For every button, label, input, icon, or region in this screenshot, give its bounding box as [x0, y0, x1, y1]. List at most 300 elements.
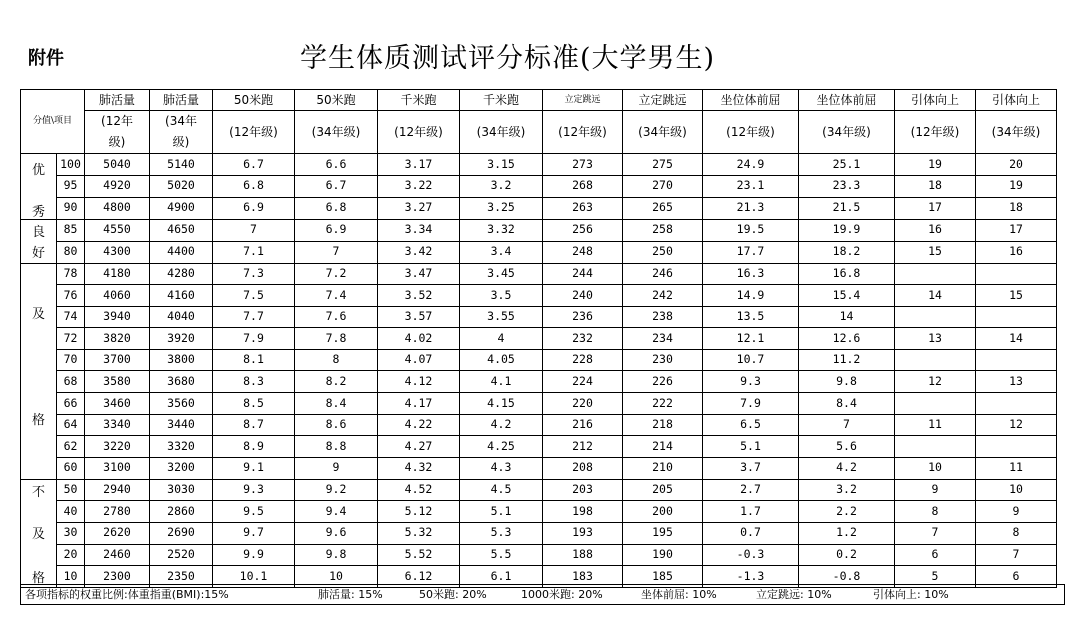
- table-row: [21, 393, 1057, 415]
- value-cell: 10: [976, 479, 1057, 501]
- value-cell: 244: [543, 263, 623, 285]
- value-cell: 12.6: [799, 328, 895, 350]
- value-cell: 256: [543, 219, 623, 241]
- value-cell: 14: [895, 285, 976, 307]
- score-cell: 68: [57, 371, 85, 393]
- table-row: [21, 263, 1057, 285]
- value-cell: 6.6: [295, 154, 378, 176]
- value-cell: 3820: [85, 328, 150, 350]
- value-cell: 7: [976, 544, 1057, 566]
- value-cell: 8.9: [213, 436, 295, 458]
- value-cell: 250: [623, 241, 703, 263]
- value-cell: 3100: [85, 457, 150, 479]
- table-row: [21, 175, 1057, 197]
- value-cell: 220: [543, 393, 623, 415]
- value-cell: 3.32: [460, 219, 543, 241]
- value-cell: 246: [623, 263, 703, 285]
- value-cell: 275: [623, 154, 703, 176]
- value-cell: 222: [623, 393, 703, 415]
- value-cell: 230: [623, 349, 703, 371]
- grade-group-char: 良: [31, 224, 45, 240]
- value-cell: 2690: [150, 522, 213, 544]
- value-cell: 5.1: [703, 436, 799, 458]
- value-cell: 19: [976, 175, 1057, 197]
- value-cell: [976, 306, 1057, 328]
- value-cell: 3.17: [378, 154, 460, 176]
- score-cell: 10: [57, 566, 85, 588]
- value-cell: 3580: [85, 371, 150, 393]
- value-cell: 18: [895, 175, 976, 197]
- table-row: [21, 522, 1057, 544]
- value-cell: 15.4: [799, 285, 895, 307]
- value-cell: 6.7: [213, 154, 295, 176]
- value-cell: 226: [623, 371, 703, 393]
- value-cell: 3.52: [378, 285, 460, 307]
- score-cell: 80: [57, 241, 85, 263]
- value-cell: 4.1: [460, 371, 543, 393]
- value-cell: 4300: [85, 241, 150, 263]
- score-cell: 74: [57, 306, 85, 328]
- value-cell: 9: [976, 501, 1057, 523]
- value-cell: 4.15: [460, 393, 543, 415]
- value-cell: 208: [543, 457, 623, 479]
- value-cell: 3920: [150, 328, 213, 350]
- value-cell: 18.2: [799, 241, 895, 263]
- value-cell: 4550: [85, 219, 150, 241]
- value-cell: 6: [895, 544, 976, 566]
- value-cell: 8.8: [295, 436, 378, 458]
- grade-line: (34年: [165, 114, 197, 128]
- value-cell: 9.5: [213, 501, 295, 523]
- value-cell: 3.45: [460, 263, 543, 285]
- value-cell: 15: [976, 285, 1057, 307]
- grade-header: (34年级): [460, 111, 543, 154]
- value-cell: 4900: [150, 197, 213, 219]
- value-cell: 8.3: [213, 371, 295, 393]
- value-cell: 25.1: [799, 154, 895, 176]
- grade-header: (12年级): [703, 111, 799, 154]
- value-cell: [895, 393, 976, 415]
- value-cell: 203: [543, 479, 623, 501]
- value-cell: 7.5: [213, 285, 295, 307]
- table-row: [21, 306, 1057, 328]
- value-cell: 3.34: [378, 219, 460, 241]
- col-header: 50米跑: [295, 90, 378, 111]
- value-cell: 14: [799, 306, 895, 328]
- value-cell: 2300: [85, 566, 150, 588]
- grade-header: (34年级): [976, 111, 1057, 154]
- value-cell: 4.17: [378, 393, 460, 415]
- value-cell: 4.25: [460, 436, 543, 458]
- value-cell: 8.5: [213, 393, 295, 415]
- value-cell: [976, 436, 1057, 458]
- value-cell: 4650: [150, 219, 213, 241]
- value-cell: 13: [976, 371, 1057, 393]
- value-cell: 19.9: [799, 219, 895, 241]
- value-cell: 13: [895, 328, 976, 350]
- value-cell: 7: [295, 241, 378, 263]
- grade-line: (12年: [101, 114, 133, 128]
- value-cell: 4.12: [378, 371, 460, 393]
- value-cell: 4.02: [378, 328, 460, 350]
- value-cell: 3.2: [460, 175, 543, 197]
- value-cell: 3.27: [378, 197, 460, 219]
- value-cell: 3200: [150, 457, 213, 479]
- grade-group-char: 不: [31, 484, 45, 500]
- value-cell: 13.5: [703, 306, 799, 328]
- value-cell: 10.1: [213, 566, 295, 588]
- value-cell: 2520: [150, 544, 213, 566]
- table-row: [21, 479, 1057, 501]
- value-cell: 3.7: [703, 457, 799, 479]
- col-header: 50米跑: [213, 90, 295, 111]
- value-cell: 2940: [85, 479, 150, 501]
- score-cell: 20: [57, 544, 85, 566]
- value-cell: 5.1: [460, 501, 543, 523]
- value-cell: -0.3: [703, 544, 799, 566]
- value-cell: [895, 263, 976, 285]
- footer-item: 立定跳远: 10%: [756, 588, 832, 601]
- grade-group-fail: [21, 479, 57, 588]
- value-cell: 6.5: [703, 414, 799, 436]
- value-cell: 270: [623, 175, 703, 197]
- value-cell: 185: [623, 566, 703, 588]
- value-cell: 11.2: [799, 349, 895, 371]
- score-cell: 50: [57, 479, 85, 501]
- value-cell: 265: [623, 197, 703, 219]
- value-cell: 3.25: [460, 197, 543, 219]
- value-cell: 214: [623, 436, 703, 458]
- value-cell: 258: [623, 219, 703, 241]
- grade-header: (34年级): [623, 111, 703, 154]
- value-cell: 9.7: [213, 522, 295, 544]
- grade-header: (34年级): [295, 111, 378, 154]
- attachment-label: 附件: [28, 48, 64, 69]
- col-header: 立定跳远: [623, 90, 703, 111]
- value-cell: 268: [543, 175, 623, 197]
- value-cell: 3560: [150, 393, 213, 415]
- value-cell: 23.1: [703, 175, 799, 197]
- value-cell: 19.5: [703, 219, 799, 241]
- score-cell: 72: [57, 328, 85, 350]
- value-cell: 236: [543, 306, 623, 328]
- value-cell: 4160: [150, 285, 213, 307]
- col-header: 千米跑: [378, 90, 460, 111]
- grade-group-char: 秀: [31, 205, 45, 220]
- col-header: 坐位体前屈: [703, 90, 799, 111]
- value-cell: 3.55: [460, 306, 543, 328]
- value-cell: 2.2: [799, 501, 895, 523]
- table-row: [21, 436, 1057, 458]
- value-cell: 2780: [85, 501, 150, 523]
- value-cell: 16.3: [703, 263, 799, 285]
- value-cell: 8: [895, 501, 976, 523]
- value-cell: 17.7: [703, 241, 799, 263]
- score-cell: 85: [57, 219, 85, 241]
- value-cell: 5.3: [460, 522, 543, 544]
- value-cell: 228: [543, 349, 623, 371]
- value-cell: [976, 349, 1057, 371]
- value-cell: 4.22: [378, 414, 460, 436]
- footer-item: 50米跑: 20%: [419, 588, 487, 601]
- value-cell: 11: [895, 414, 976, 436]
- col-header: 肺活量: [150, 90, 213, 111]
- value-cell: 216: [543, 414, 623, 436]
- value-cell: 4060: [85, 285, 150, 307]
- value-cell: 9.3: [213, 479, 295, 501]
- value-cell: 8.6: [295, 414, 378, 436]
- value-cell: 232: [543, 328, 623, 350]
- value-cell: 6: [976, 566, 1057, 588]
- value-cell: 4.27: [378, 436, 460, 458]
- score-cell: 40: [57, 501, 85, 523]
- value-cell: 18: [976, 197, 1057, 219]
- grade-group-char: 好: [31, 245, 45, 261]
- footer-item: 各项指标的权重比例:体重指重(BMI):15%: [25, 588, 229, 601]
- value-cell: 9.8: [799, 371, 895, 393]
- grade-line: 级): [172, 135, 190, 149]
- footer-item: 坐体前屈: 10%: [641, 588, 717, 601]
- value-cell: 6.9: [295, 219, 378, 241]
- score-cell: 60: [57, 457, 85, 479]
- value-cell: 2.7: [703, 479, 799, 501]
- value-cell: 6.8: [295, 197, 378, 219]
- score-cell: 64: [57, 414, 85, 436]
- value-cell: 14: [976, 328, 1057, 350]
- value-cell: 234: [623, 328, 703, 350]
- grade-row: [21, 111, 1057, 154]
- value-cell: 8.4: [295, 393, 378, 415]
- score-cell: 62: [57, 436, 85, 458]
- value-cell: 16.8: [799, 263, 895, 285]
- value-cell: 7.3: [213, 263, 295, 285]
- score-cell: 30: [57, 522, 85, 544]
- value-cell: 6.8: [213, 175, 295, 197]
- table-row: [21, 241, 1057, 263]
- score-cell: 70: [57, 349, 85, 371]
- value-cell: 12: [895, 371, 976, 393]
- value-cell: 8.7: [213, 414, 295, 436]
- grade-header: (12年级): [895, 111, 976, 154]
- value-cell: 20: [976, 154, 1057, 176]
- value-cell: 183: [543, 566, 623, 588]
- value-cell: 9.2: [295, 479, 378, 501]
- value-cell: 5.12: [378, 501, 460, 523]
- value-cell: 3800: [150, 349, 213, 371]
- value-cell: 4.07: [378, 349, 460, 371]
- value-cell: 4180: [85, 263, 150, 285]
- value-cell: 3.15: [460, 154, 543, 176]
- value-cell: 4920: [85, 175, 150, 197]
- grade-group-good: [21, 219, 57, 263]
- value-cell: 21.5: [799, 197, 895, 219]
- grade-group-char: 及: [31, 526, 45, 542]
- value-cell: 4.5: [460, 479, 543, 501]
- table-row: [21, 371, 1057, 393]
- value-cell: 5.6: [799, 436, 895, 458]
- corner-cell: 分值\项目: [21, 90, 85, 154]
- score-cell: 78: [57, 263, 85, 285]
- value-cell: 8.4: [799, 393, 895, 415]
- value-cell: 240: [543, 285, 623, 307]
- value-cell: 5.5: [460, 544, 543, 566]
- value-cell: 23.3: [799, 175, 895, 197]
- value-cell: 2460: [85, 544, 150, 566]
- score-cell: 100: [57, 154, 85, 176]
- value-cell: 0.7: [703, 522, 799, 544]
- footer-item: 引体向上: 10%: [873, 588, 949, 601]
- page-title: 学生体质测试评分标准(大学男生): [300, 43, 716, 74]
- grade-group-char: 优: [31, 163, 45, 178]
- value-cell: 7.9: [213, 328, 295, 350]
- value-cell: 3940: [85, 306, 150, 328]
- score-cell: 66: [57, 393, 85, 415]
- value-cell: 9.1: [213, 457, 295, 479]
- value-cell: 7: [799, 414, 895, 436]
- value-cell: 6.9: [213, 197, 295, 219]
- value-cell: 9.8: [295, 544, 378, 566]
- value-cell: 3.57: [378, 306, 460, 328]
- value-cell: -1.3: [703, 566, 799, 588]
- value-cell: [976, 263, 1057, 285]
- table-row: [21, 197, 1057, 219]
- value-cell: 3030: [150, 479, 213, 501]
- value-cell: 198: [543, 501, 623, 523]
- table-row: [21, 349, 1057, 371]
- value-cell: 3.22: [378, 175, 460, 197]
- value-cell: [895, 436, 976, 458]
- value-cell: 7: [895, 522, 976, 544]
- value-cell: 7.1: [213, 241, 295, 263]
- value-cell: 10: [895, 457, 976, 479]
- value-cell: 16: [895, 219, 976, 241]
- value-cell: 3.2: [799, 479, 895, 501]
- value-cell: 9.4: [295, 501, 378, 523]
- value-cell: 210: [623, 457, 703, 479]
- grade-group-char: 格: [31, 570, 45, 586]
- value-cell: 190: [623, 544, 703, 566]
- value-cell: 3680: [150, 371, 213, 393]
- value-cell: 4800: [85, 197, 150, 219]
- value-cell: 15: [895, 241, 976, 263]
- value-cell: 4.32: [378, 457, 460, 479]
- value-cell: 5040: [85, 154, 150, 176]
- value-cell: 195: [623, 522, 703, 544]
- value-cell: 3340: [85, 414, 150, 436]
- value-cell: 6.12: [378, 566, 460, 588]
- value-cell: 2350: [150, 566, 213, 588]
- value-cell: -0.8: [799, 566, 895, 588]
- value-cell: 4280: [150, 263, 213, 285]
- value-cell: 248: [543, 241, 623, 263]
- value-cell: 6.7: [295, 175, 378, 197]
- value-cell: 12: [976, 414, 1057, 436]
- footer-item: 1000米跑: 20%: [521, 588, 603, 601]
- value-cell: 24.9: [703, 154, 799, 176]
- value-cell: 10.7: [703, 349, 799, 371]
- value-cell: 4.05: [460, 349, 543, 371]
- weight-footer: [20, 584, 1065, 605]
- table-row: [21, 457, 1057, 479]
- value-cell: 8.1: [213, 349, 295, 371]
- value-cell: 9.6: [295, 522, 378, 544]
- value-cell: 3460: [85, 393, 150, 415]
- value-cell: 3220: [85, 436, 150, 458]
- value-cell: 218: [623, 414, 703, 436]
- grade-header: [85, 111, 150, 154]
- header-row: [21, 90, 1057, 111]
- footer-item: 肺活量: 15%: [318, 588, 383, 601]
- table-row: [21, 501, 1057, 523]
- value-cell: 205: [623, 479, 703, 501]
- table-row: [21, 328, 1057, 350]
- value-cell: 14.9: [703, 285, 799, 307]
- value-cell: 3.42: [378, 241, 460, 263]
- table-row: [21, 285, 1057, 307]
- col-header: 坐位体前屈: [799, 90, 895, 111]
- value-cell: 5: [895, 566, 976, 588]
- value-cell: [976, 393, 1057, 415]
- value-cell: 5.52: [378, 544, 460, 566]
- value-cell: 188: [543, 544, 623, 566]
- value-cell: 6.1: [460, 566, 543, 588]
- col-header: 千米跑: [460, 90, 543, 111]
- value-cell: 9: [295, 457, 378, 479]
- value-cell: 5020: [150, 175, 213, 197]
- value-cell: 19: [895, 154, 976, 176]
- value-cell: 3440: [150, 414, 213, 436]
- value-cell: 1.2: [799, 522, 895, 544]
- value-cell: 4.2: [460, 414, 543, 436]
- value-cell: 200: [623, 501, 703, 523]
- value-cell: 7.4: [295, 285, 378, 307]
- grade-header: (12年级): [543, 111, 623, 154]
- value-cell: 212: [543, 436, 623, 458]
- value-cell: 193: [543, 522, 623, 544]
- value-cell: 3.47: [378, 263, 460, 285]
- table-row: [21, 414, 1057, 436]
- grade-group-pass: [21, 263, 57, 479]
- score-table: [20, 89, 1057, 588]
- value-cell: 11: [976, 457, 1057, 479]
- col-header: 肺活量: [85, 90, 150, 111]
- col-header: 立定跳远: [543, 90, 623, 111]
- value-cell: 224: [543, 371, 623, 393]
- table-row: [21, 219, 1057, 241]
- value-cell: 9.3: [703, 371, 799, 393]
- value-cell: 3320: [150, 436, 213, 458]
- value-cell: 238: [623, 306, 703, 328]
- value-cell: 242: [623, 285, 703, 307]
- value-cell: 4.52: [378, 479, 460, 501]
- value-cell: 5.32: [378, 522, 460, 544]
- value-cell: 7: [213, 219, 295, 241]
- value-cell: 17: [976, 219, 1057, 241]
- grade-header: (34年级): [799, 111, 895, 154]
- col-header: 引体向上: [895, 90, 976, 111]
- grade-header: (12年级): [378, 111, 460, 154]
- value-cell: 9.9: [213, 544, 295, 566]
- grade-group-excellent: [21, 154, 57, 220]
- grade-group-char: 格: [31, 412, 45, 428]
- value-cell: 4400: [150, 241, 213, 263]
- value-cell: 3.4: [460, 241, 543, 263]
- value-cell: 273: [543, 154, 623, 176]
- value-cell: 8.2: [295, 371, 378, 393]
- value-cell: 3700: [85, 349, 150, 371]
- value-cell: 9: [895, 479, 976, 501]
- value-cell: [895, 306, 976, 328]
